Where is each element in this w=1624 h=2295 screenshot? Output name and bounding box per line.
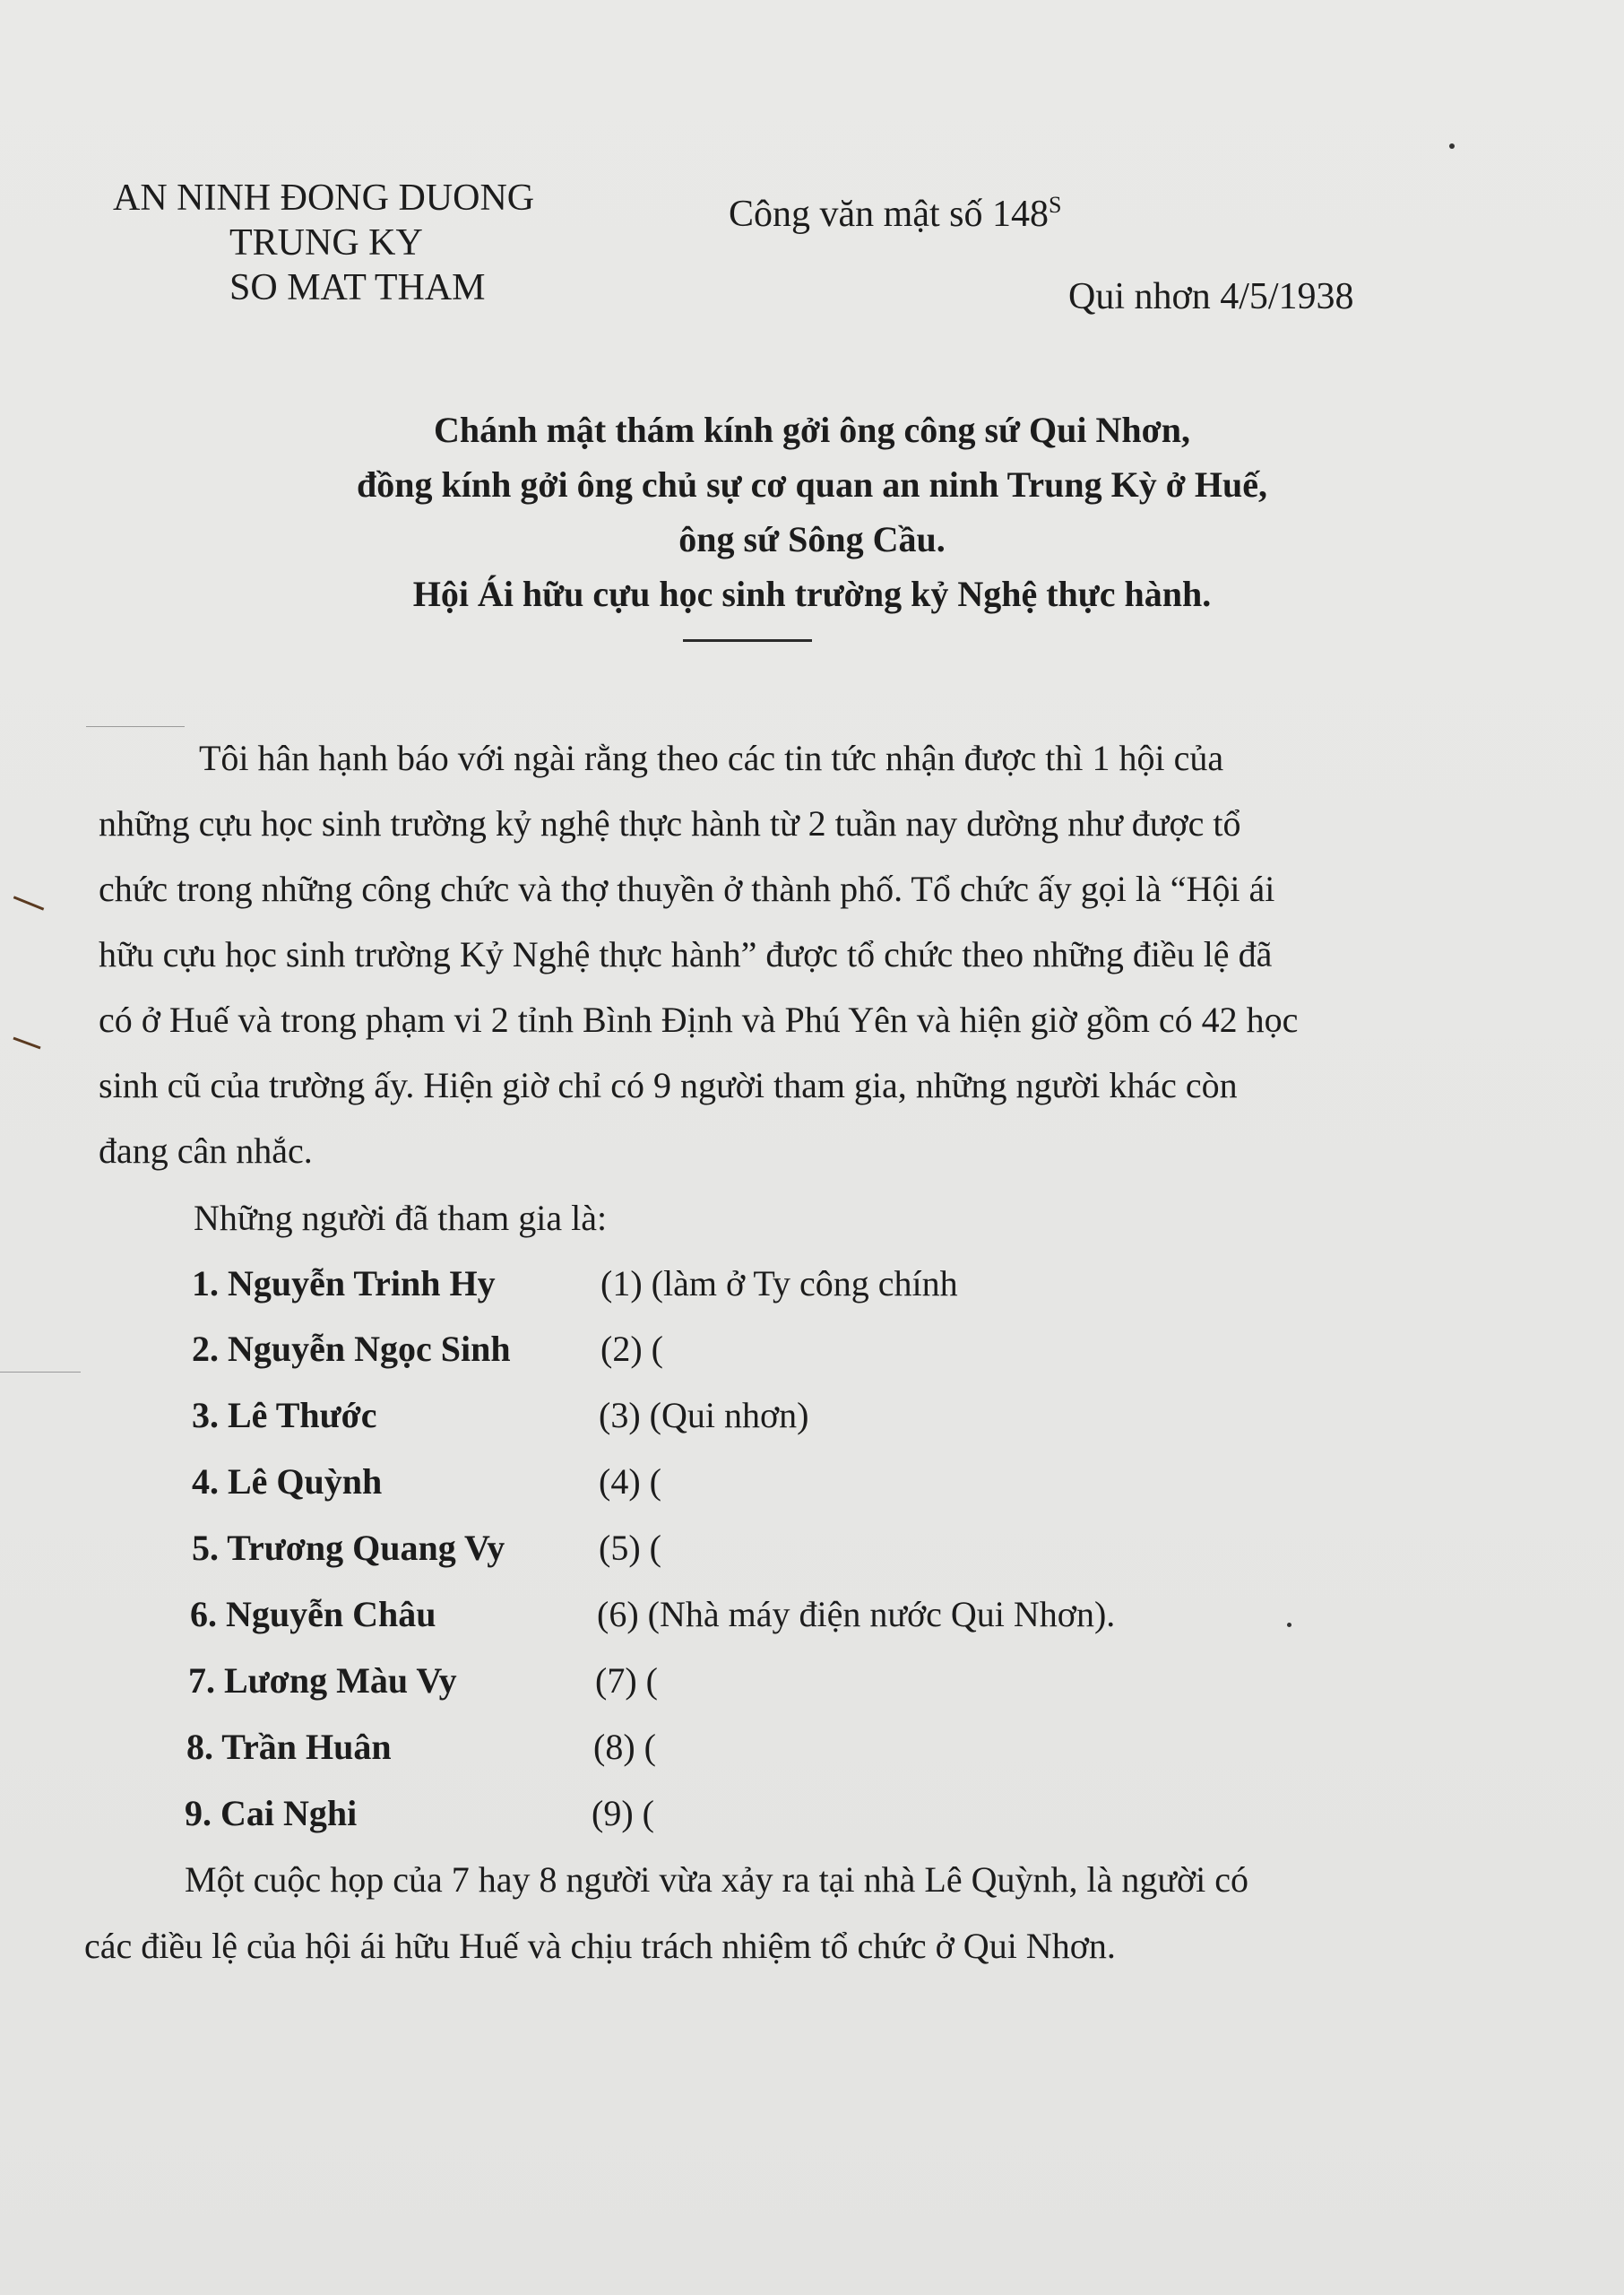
member-name: 1. Nguyễn Trinh Hy xyxy=(192,1263,496,1303)
para2-line-1: Một cuộc họp của 7 hay 8 người vừa xảy ra tại nhà Lê Quỳnh, là người có xyxy=(185,1859,1249,1900)
margin-mark xyxy=(13,896,45,910)
member-name: 8. Trần Huân xyxy=(186,1727,392,1767)
member-name: 4. Lê Quỳnh xyxy=(192,1461,383,1502)
para1-line-1: Tôi hân hạnh báo với ngài rằng theo các tin tức nhận được thì 1 hội của xyxy=(199,738,1224,778)
member-note: (5) ( xyxy=(599,1528,661,1568)
member-note: (3) (Qui nhơn) xyxy=(599,1395,809,1435)
para1-line-7: đang cân nhắc. xyxy=(99,1130,313,1171)
para1-line-4: hữu cựu học sinh trường Kỷ Nghệ thực hành” được tổ chức theo những điều lệ đã xyxy=(99,934,1273,974)
member-note: (9) ( xyxy=(592,1793,654,1833)
member-name: 9. Cai Nghi xyxy=(185,1793,358,1833)
para1-line-2: những cựu học sinh trường kỷ nghệ thực hành từ 2 tuần nay dường như được tổ xyxy=(99,803,1241,844)
member-note: (4) ( xyxy=(599,1461,661,1502)
para1-line-5: có ở Huế và trong phạm vi 2 tỉnh Bình Định và Phú Yên và hiện giờ gồm có 42 học xyxy=(99,1000,1299,1040)
reference-superscript: S xyxy=(1048,192,1062,218)
member-note: (2) ( xyxy=(600,1329,663,1369)
address-line-3: ông sứ Sông Cầu. xyxy=(678,519,946,559)
margin-mark xyxy=(13,1037,40,1050)
org-line-2: TRUNG KY xyxy=(229,222,423,264)
member-name: 2. Nguyễn Ngọc Sinh xyxy=(192,1329,511,1369)
org-line-1: AN NINH ĐONG DUONG xyxy=(113,178,535,219)
scan-line xyxy=(86,726,185,727)
para1-line-6: sinh cũ của trường ấy. Hiện giờ chỉ có 9 người tham gia, những người khác còn xyxy=(99,1065,1238,1105)
members-intro: Những người đã tham gia là: xyxy=(194,1198,608,1238)
title-divider xyxy=(683,639,812,642)
member-name: 3. Lê Thước xyxy=(192,1395,377,1435)
speck xyxy=(1449,143,1455,149)
speck xyxy=(1287,1623,1291,1627)
org-line-3: SO MAT THAM xyxy=(229,267,486,308)
para2-line-2: các điều lệ của hội ái hữu Huế và chịu trách nhiệm tổ chức ở Qui Nhơn. xyxy=(84,1926,1116,1966)
scan-line xyxy=(0,1372,81,1373)
reference-number xyxy=(729,183,1061,237)
address-line-1: Chánh mật thám kính gởi ông công sứ Qui Nhơn, xyxy=(433,410,1191,450)
member-note: (8) ( xyxy=(593,1727,656,1767)
member-name: 7. Lương Màu Vy xyxy=(188,1660,457,1701)
member-note: (7) ( xyxy=(595,1660,658,1701)
place-date: Qui nhơn 4/5/1938 xyxy=(1068,276,1354,317)
member-name: 6. Nguyễn Châu xyxy=(190,1594,436,1634)
para1-line-3: chức trong những công chức và thợ thuyền ở thành phố. Tổ chức ấy gọi là “Hội ái xyxy=(99,869,1275,909)
member-name: 5. Trương Quang Vy xyxy=(192,1528,505,1568)
reference-text: Công văn mật số 148 xyxy=(729,194,1049,235)
member-note: (1) (làm ở Ty công chính xyxy=(600,1263,958,1303)
address-line-2: đồng kính gởi ông chủ sự cơ quan an ninh Trung Kỳ ở Huế, xyxy=(356,464,1267,505)
member-note: (6) (Nhà máy điện nước Qui Nhơn). xyxy=(597,1594,1116,1634)
subject-line: Hội Ái hữu cựu học sinh trường kỷ Nghệ thực hành. xyxy=(412,574,1212,614)
